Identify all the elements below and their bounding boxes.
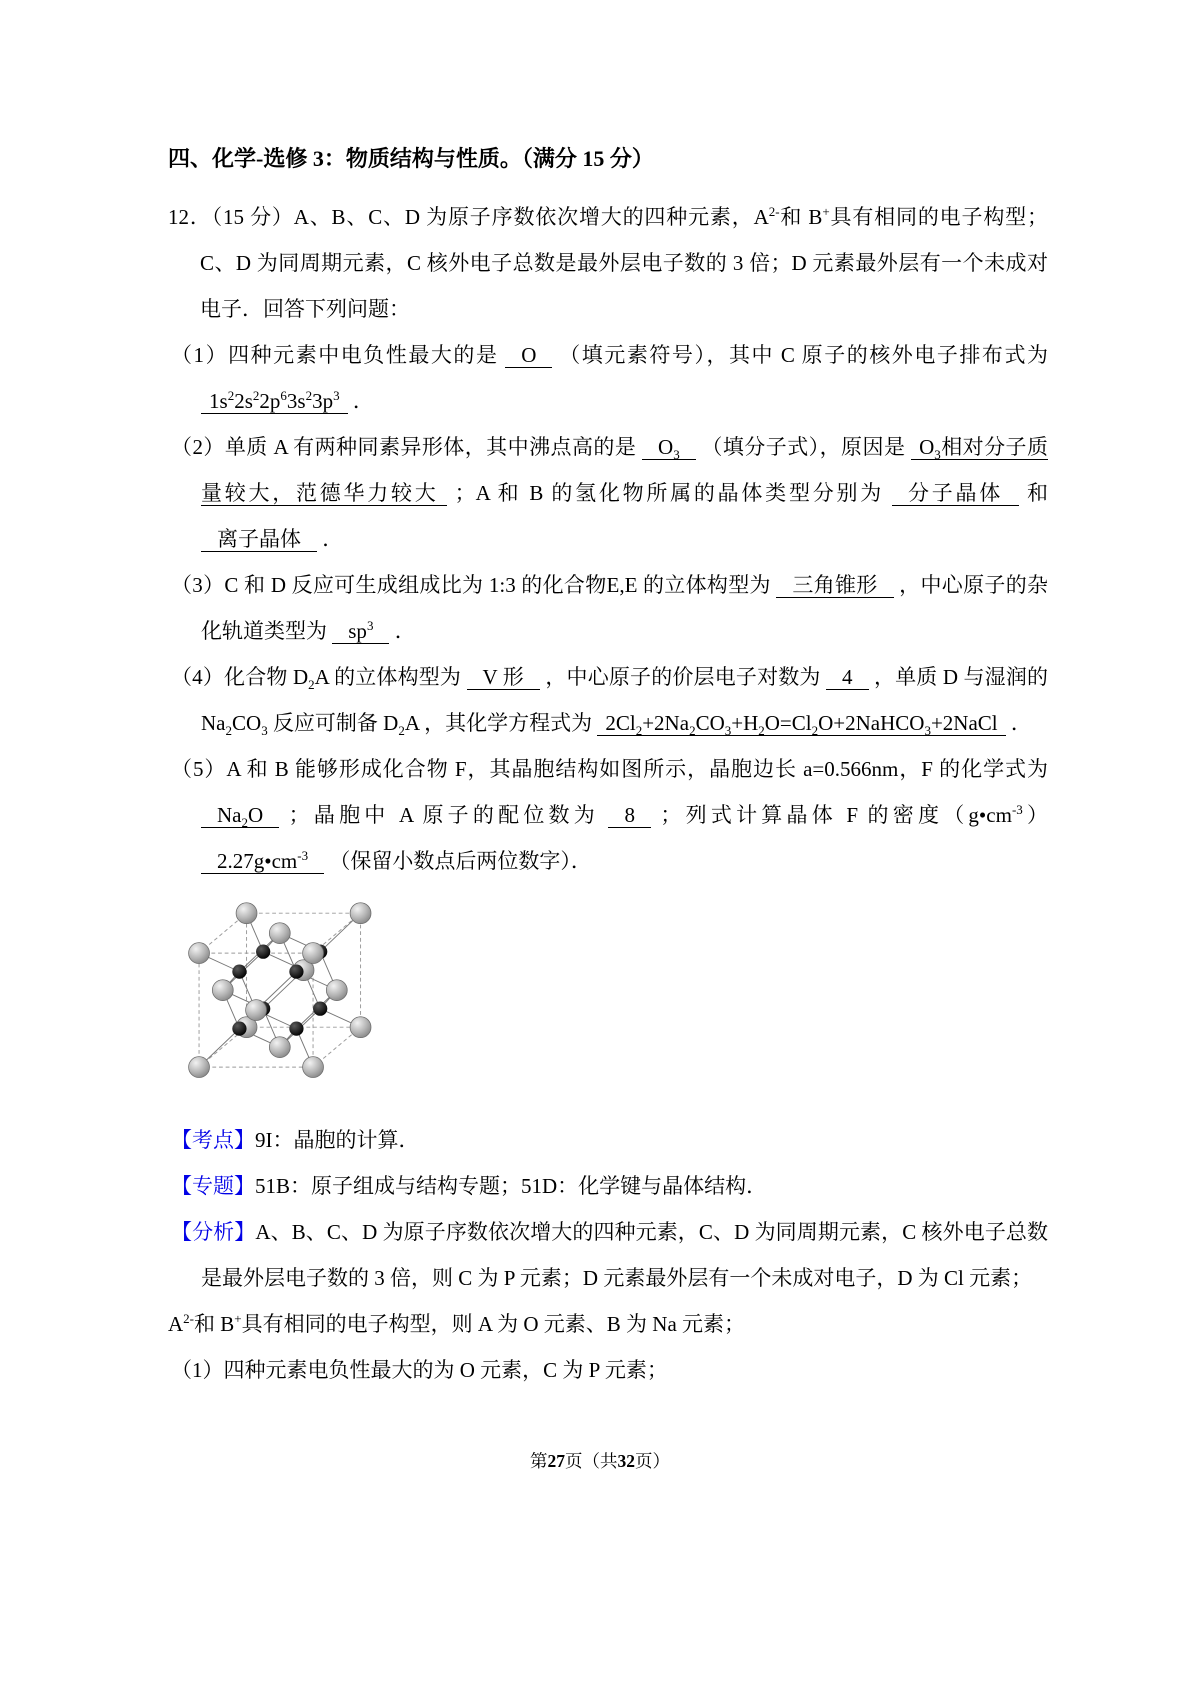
- question-part-5: （5）A 和 B 能够形成化合物 F，其晶胞结构如图所示，晶胞边长 a=0.566nm，F 的化学式为 $Na_2O$ ；晶胞中 A 原子的配位数为 8 ；列式计算晶体 F 的密度$(g•cm^{-3})$ $2.27g•cm^{-3}$ （保留小数点后两位数字）．: [171, 757, 1048, 873]
- page-content: [168, 136, 1048, 1393]
- crystal-structure-figure: [170, 898, 1048, 1093]
- black-spheres-front: [232, 965, 303, 1036]
- unit-cell-svg: [170, 898, 382, 1088]
- page-footer: 第27页（共32页）: [530, 1451, 670, 1471]
- question-part-3: （3）C 和 D 反应可生成组成比为 1:3 的化合物E,E 的立体构型为 三角锥形 ，中心原子的杂化轨道类型为 $sp^3$ ．: [171, 573, 1049, 643]
- section-title: 四、化学-选修 3：物质结构与性质。（满分 15 分）: [168, 146, 654, 171]
- question-12-intro: 12．（15 分）A、B、C、D 为原子序数依次增大的四种元素，$A^{2-}$和 B+具有相同的电子构型；C、D 为同周期元素，C 核外电子总数是最外层电子数的 3 倍；D 元素最外层有一个未成对电子．回答下列问题：: [168, 204, 1048, 321]
- question-part-1: （1）四种元素中电负性最大的是 O （填元素符号），其中 C 原子的核外电子排布式为 $1s^22s^22p^63s^23p^3$ ．: [171, 343, 1048, 413]
- review-line-1: （1）四种元素电负性最大的为 O 元素，C 为 P 元素；: [171, 1358, 668, 1382]
- review-fenxi: 【分析】A、B、C、D 为原子序数依次增大的四种元素，C、D 为同周期元素，C 核外电子总数是最外层电子数的 3 倍，则 C 为 P 元素；D 元素最外层有一个未成对电子，D 为 Cl 元素；: [171, 1220, 1048, 1290]
- gray-sphere-front-center: [246, 1000, 267, 1021]
- review-kaodian: 【考点】9I：晶胞的计算．: [171, 1128, 420, 1152]
- review-zhuanti: 【专题】51B：原子组成与结构专题；51D：化学键与晶体结构．: [171, 1174, 768, 1198]
- review-line-a: $A^{2-}$和 B+具有相同的电子构型，则 A 为 O 元素、B 为 Na 元素；: [168, 1311, 746, 1336]
- question-part-2: （2）单质 A 有两种同素异形体，其中沸点高的是 $O_3$ （填分子式），原因是 $O_3$相对分子质量较大，范德华力较大 ；A 和 B 的氢化物所属的晶体类型分别为 分子晶体 和 离子晶体 ．: [171, 435, 1049, 551]
- gray-spheres-mid: [212, 923, 347, 1058]
- question-part-4: （4）化合物 $D_2A$ 的立体构型为 V 形 ，中心原子的价层电子对数为 4 ，单质 D 与湿润的 $Na_2CO_3$ 反应可制备 $D_2A$ ，其化学方程式为 $2Cl_2+2Na_2CO_3+H_2O=Cl_2O+2NaHCO_3+2NaCl$ ．: [171, 665, 1049, 739]
